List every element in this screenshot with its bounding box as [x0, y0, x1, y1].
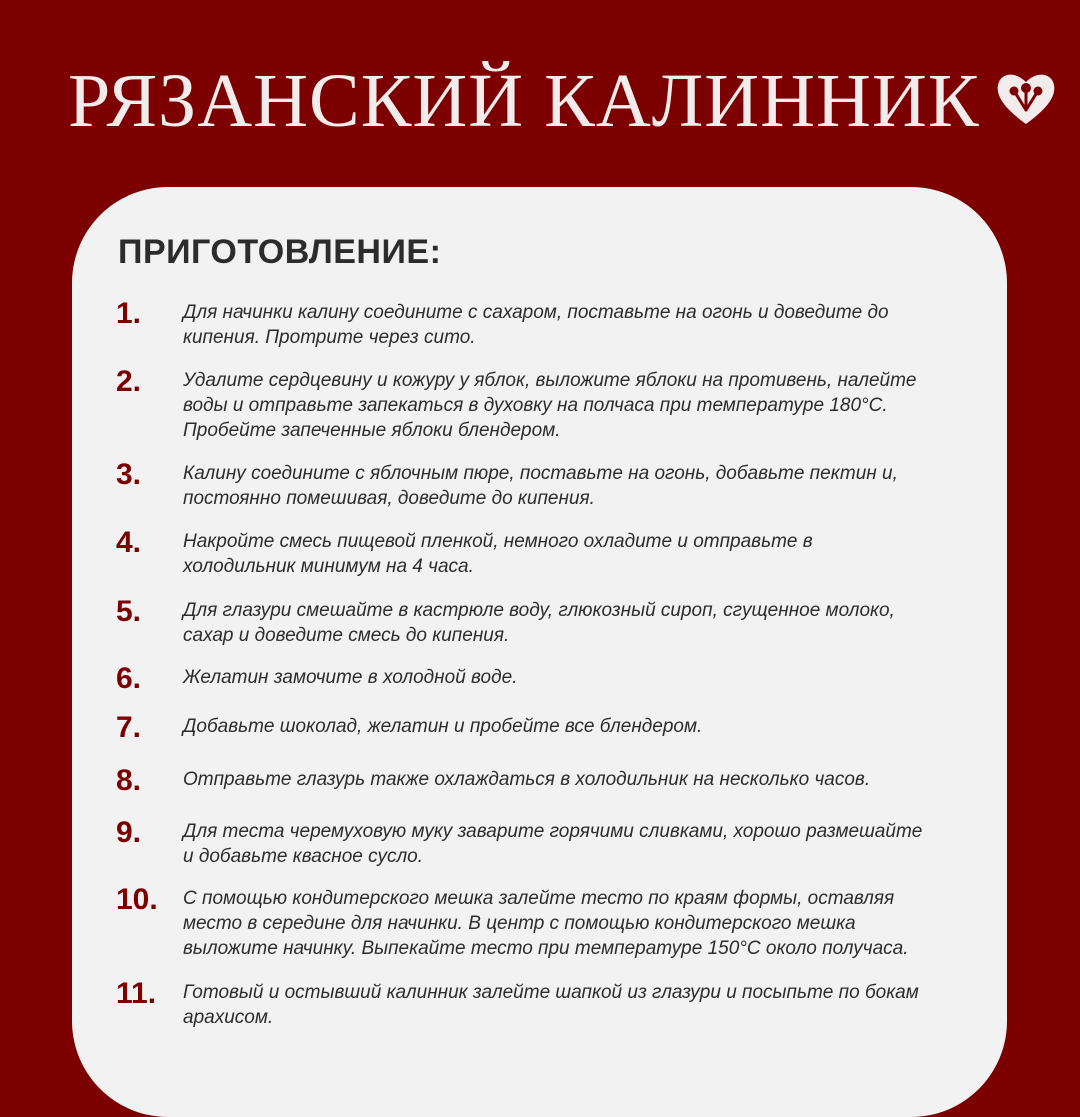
step-number: 7.: [116, 711, 142, 744]
step-number: 8.: [116, 764, 142, 797]
step-text: Готовый и остывший калинник залейте шапкой из глазури и посыпьте по бокам арахисом.: [183, 982, 919, 1028]
section-title: ПРИГОТОВЛЕНИЕ:: [118, 233, 442, 271]
step-number: 4.: [116, 526, 142, 559]
page-title: РЯЗАНСКИЙ КАЛИННИК: [68, 59, 980, 143]
step-text: Накройте смесь пищевой пленкой, немного охладите и отправьте в холодильник минимум на 4 часа.: [183, 531, 813, 577]
step-text: Отправьте глазурь также охлаждаться в холодильник на несколько часов.: [183, 769, 871, 790]
step-text: Удалите сердцевину и кожуру у яблок, выложите яблоки на противень, налейте воды и отправьте запекаться в духовку на полчаса при температуре 180°С. Пробейте запеченные яблоки блендером.: [183, 370, 917, 441]
step-number: 1.: [116, 297, 142, 330]
step-text: Желатин замочите в холодной воде.: [183, 667, 518, 688]
step-number: 9.: [116, 816, 142, 849]
header: [68, 56, 1058, 146]
step-number: 2.: [116, 365, 142, 398]
step-text: Для начинки калину соедините с сахаром, поставьте на огонь и доведите до кипения. Протрите через сито.: [183, 302, 889, 348]
step-text: Добавьте шоколад, желатин и пробейте все блендером.: [183, 716, 703, 737]
step-text: Калину соедините с яблочным пюре, поставьте на огонь, добавьте пектин и, постоянно помешивая, доведите до кипения.: [183, 463, 898, 509]
step-number: 11.: [116, 977, 157, 1010]
step-number: 3.: [116, 458, 142, 491]
step-number: 6.: [116, 662, 142, 695]
step-text: С помощью кондитерского мешка залейте тесто по краям формы, оставляя место в середине для начинки. В центр с помощью кондитерского мешка выложите начинку. Выпекайте тесто при температуре 150°С около получаса.: [183, 888, 909, 959]
step-number: 10.: [116, 883, 158, 916]
step-text: Для теста черемуховую муку заварите горячими сливками, хорошо размешайте и добавьте квасное сусло.: [183, 821, 923, 867]
heart-berry-icon: [994, 66, 1058, 130]
step-text: Для глазури смешайте в кастрюле воду, глюкозный сироп, сгущенное молоко, сахар и доведите смесь до кипения.: [183, 600, 895, 646]
step-number: 5.: [116, 595, 142, 628]
